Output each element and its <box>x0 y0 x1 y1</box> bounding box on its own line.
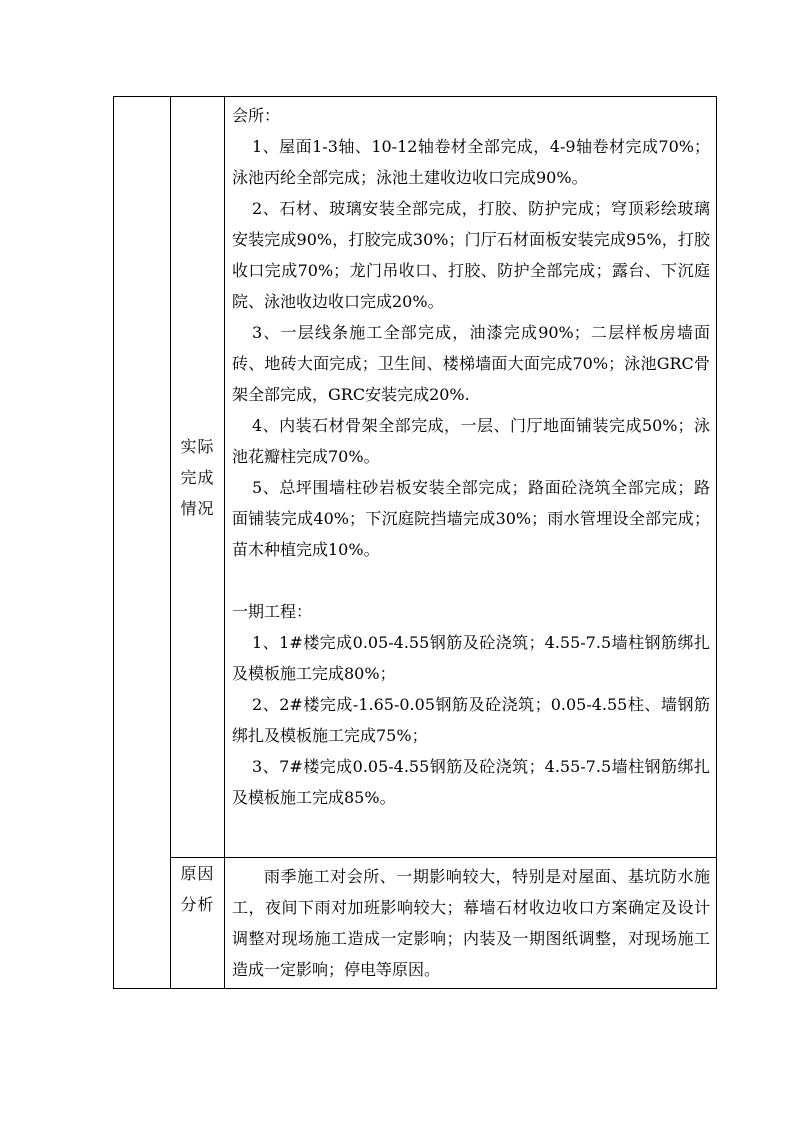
actual-completion-content-cell <box>225 97 717 858</box>
phase1-heading: 一期工程： <box>232 602 313 621</box>
cell-bottom-space <box>232 813 710 857</box>
reason-analysis-text: 雨季施工对会所、一期影响较大，特别是对屋面、基坑防水施工，夜间下雨对加班影响较大；幕墙石材收边收口方案确定及设计调整对现场施工造成一定影响；内装及一期图纸调整，对现场施工造成一定影响；停电等原因。 <box>232 867 710 979</box>
clubhouse-item: 5、总坪围墙柱砂岩板安装全部完成；路面砼浇筑全部完成；路面铺装完成40%；下沉庭院挡墙完成30%；雨水管埋设全部完成；苗木种植完成10%。 <box>232 478 710 559</box>
progress-table <box>113 96 717 989</box>
label-line: 原因 <box>180 864 215 883</box>
label-line: 情况 <box>180 498 215 518</box>
paragraph-gap <box>232 565 710 596</box>
clubhouse-item: 1、屋面1-3轴、10-12轴卷材全部完成，4-9轴卷材完成70%；泳池丙纶全部完成；泳池土建收边收口完成90%。 <box>232 137 710 187</box>
clubhouse-item: 4、内装石材骨架全部完成，一层、门厅地面铺装完成50%；泳池花瓣柱完成70%。 <box>232 416 710 466</box>
reason-analysis-content-cell <box>225 858 717 989</box>
phase1-item: 1、1#楼完成0.05-4.55钢筋及砼浇筑；4.55-7.5墙柱钢筋绑扎及模板施工完成80%； <box>232 633 710 683</box>
phase1-item: 3、7#楼完成0.05-4.55钢筋及砼浇筑；4.55-7.5墙柱钢筋绑扎及模板施工完成85%。 <box>232 757 710 807</box>
actual-completion-row <box>114 97 717 858</box>
clubhouse-heading: 会所： <box>232 106 281 125</box>
blank-first-column <box>114 97 171 989</box>
clubhouse-item: 2、石材、玻璃安装全部完成，打胶、防护完成；穹顶彩绘玻璃安装完成90%，打胶完成30%；门厅石材面板安装完成95%，打胶收口完成70%；龙门吊收口、打胶、防护全部完成；露台、下沉庭院、泳池收边收口完成20%。 <box>232 199 710 311</box>
phase1-item: 2、2#楼完成-1.65-0.05钢筋及砼浇筑；0.05-4.55柱、墙钢筋绑扎及模板施工完成75%； <box>232 695 710 745</box>
reason-analysis-label-cell <box>171 858 225 989</box>
reason-analysis-row <box>114 858 717 989</box>
label-line: 分析 <box>180 895 215 914</box>
label-line: 完成 <box>180 467 215 487</box>
clubhouse-item: 3、一层线条施工全部完成，油漆完成90%；二层样板房墙面砖、地砖大面完成；卫生间、楼梯墙面大面完成70%；泳池GRC骨架全部完成，GRC安装完成20%. <box>232 323 710 404</box>
label-line: 实际 <box>180 436 215 456</box>
actual-completion-label-cell <box>171 97 225 858</box>
